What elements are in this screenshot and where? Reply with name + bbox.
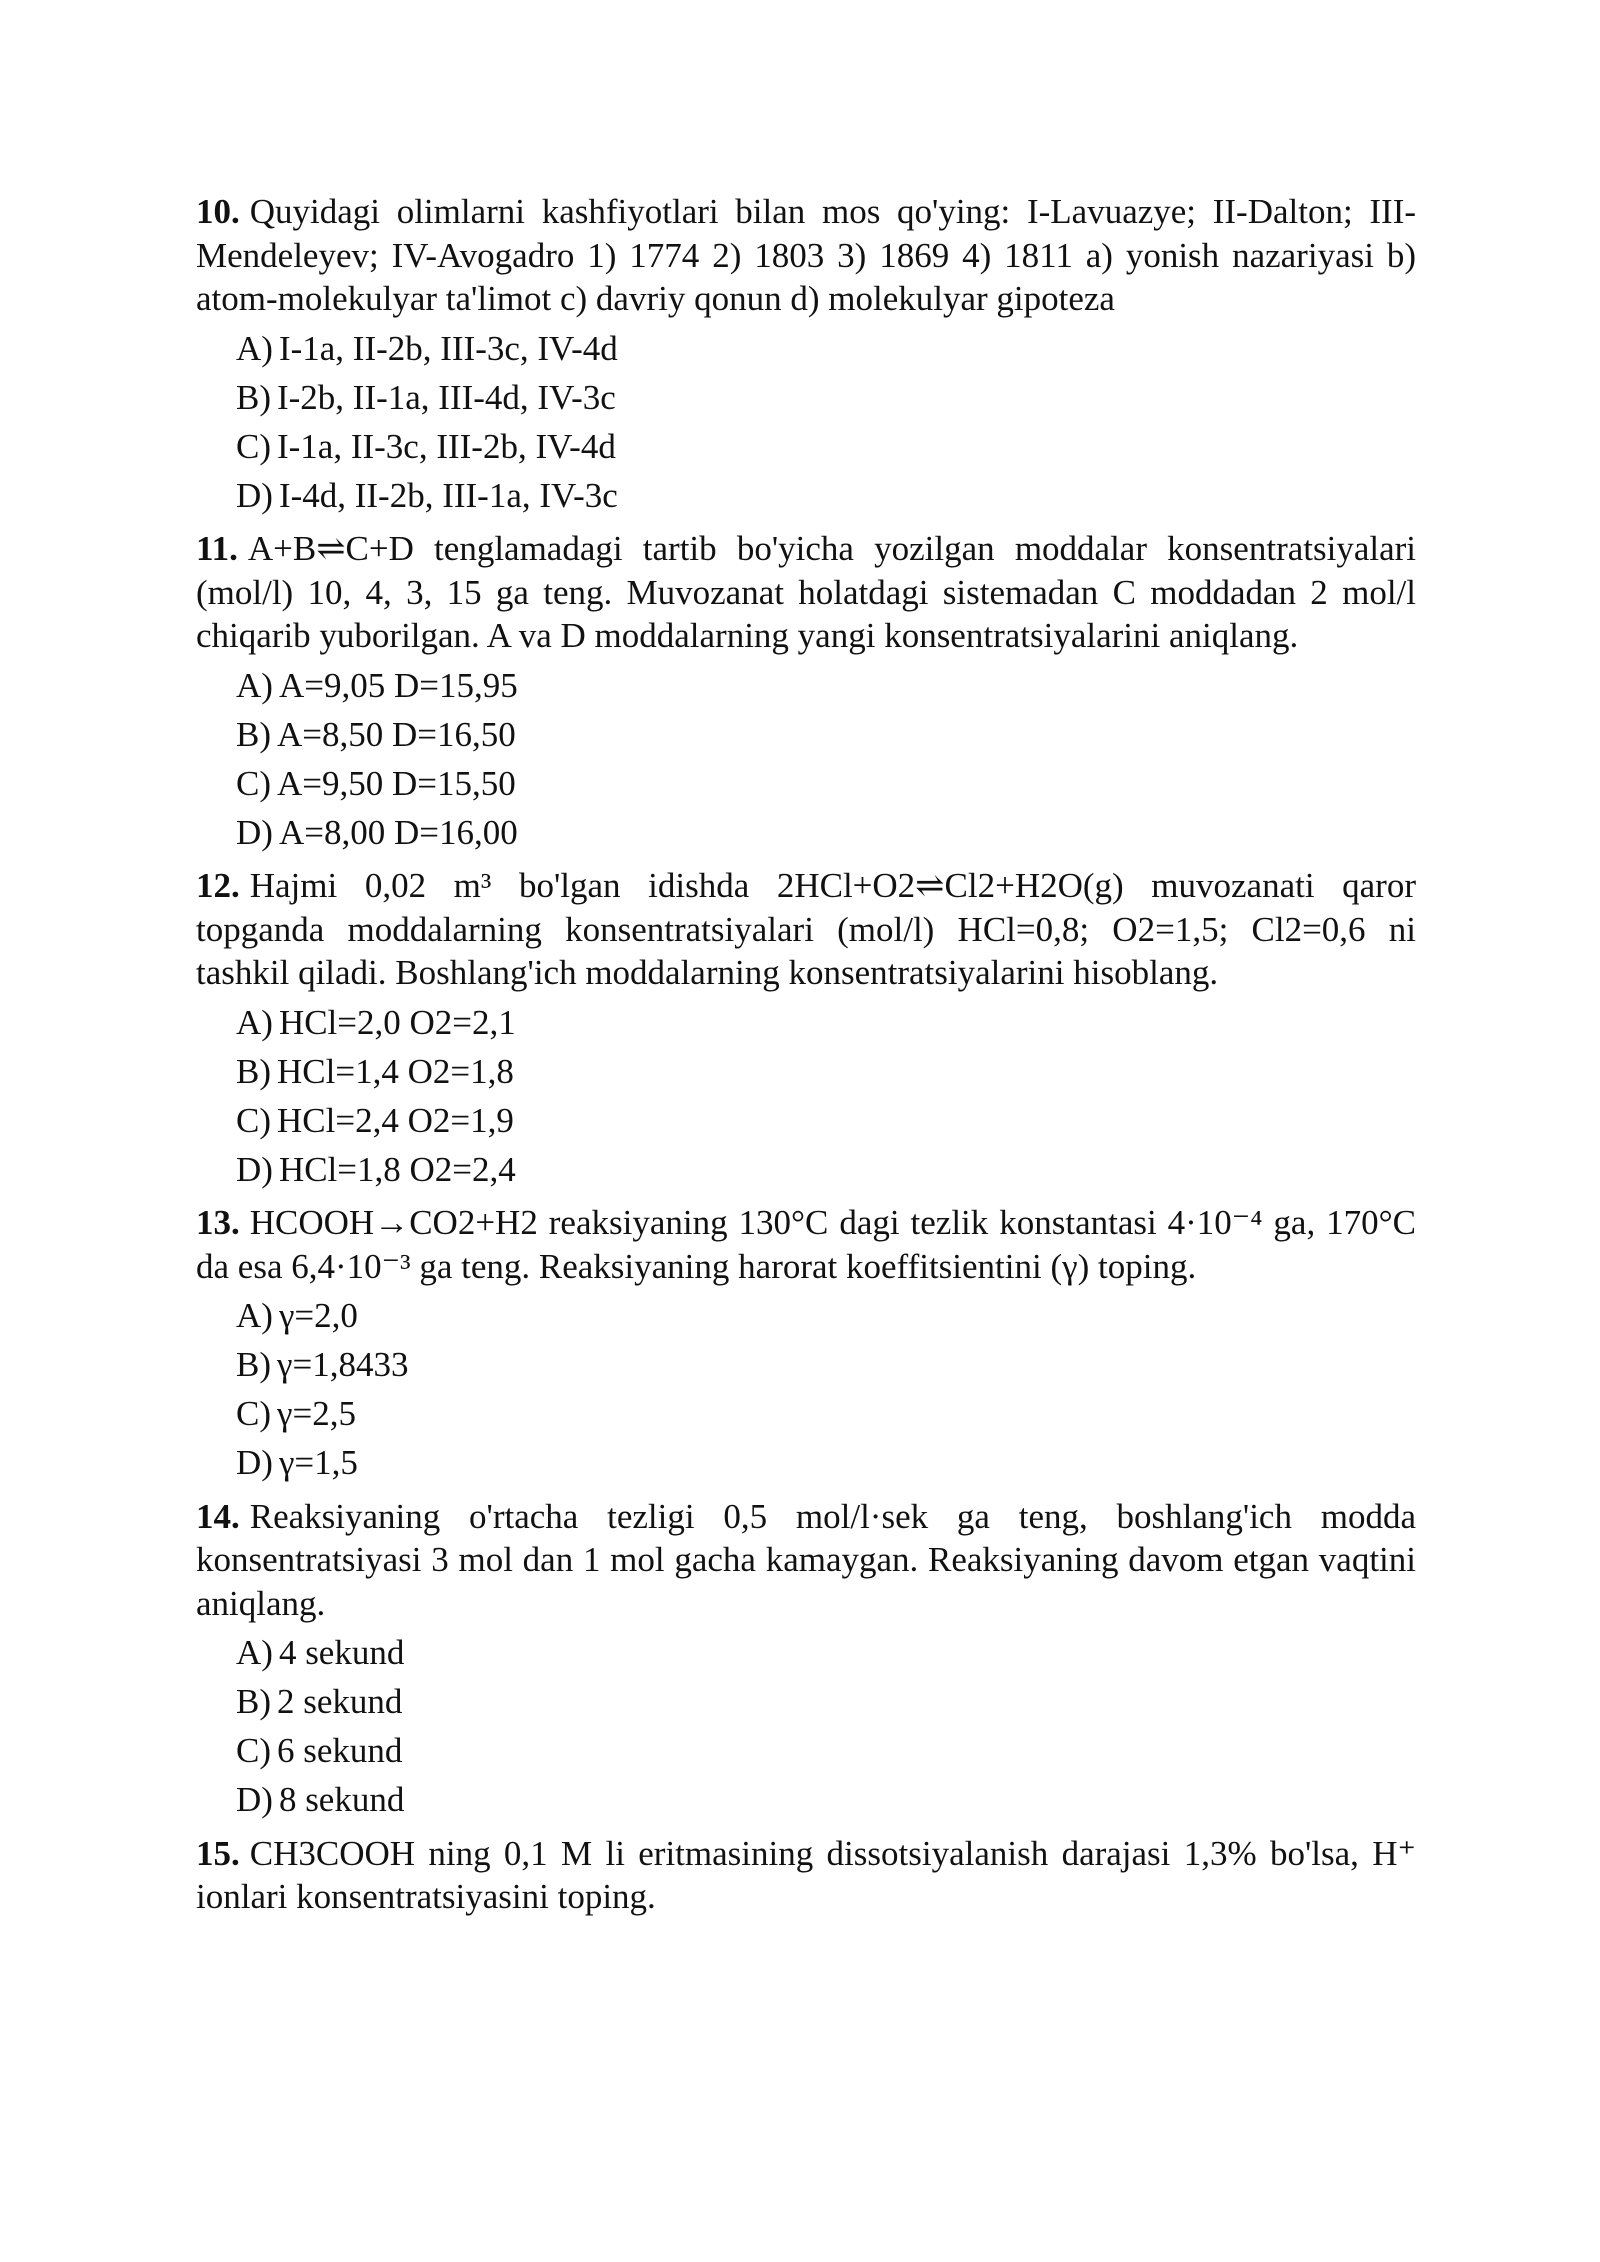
question-15 (196, 1832, 1416, 1919)
question-11 (196, 527, 1416, 854)
question-stem (196, 527, 1416, 658)
option-d[interactable] (236, 1778, 1416, 1822)
question-number: 14. (196, 1496, 240, 1536)
option-letter: D) (236, 475, 273, 515)
option-letter: A) (236, 1633, 273, 1672)
option-text: A=8,50 D=16,50 (277, 714, 516, 754)
option-letter: B) (236, 1051, 271, 1091)
option-a[interactable] (236, 1631, 1416, 1675)
question-text: A+B⇌C+D tenglamadagi tartib bo'yicha yozilgan moddalar konsentratsiyalari (mol/l) 10, 4, 3, 15 ga teng. Muvozanat holatdagi sistemadan C moddadan 2 mol/l chiqarib yuborilgan. A va D moddalarning yangi konsentratsiyalarini aniqlang. (196, 529, 1416, 655)
question-stem (196, 190, 1416, 321)
option-b[interactable] (236, 376, 1416, 420)
option-c[interactable] (236, 1392, 1416, 1436)
question-number: 11. (196, 529, 238, 568)
option-text: HCl=1,4 O2=1,8 (277, 1051, 514, 1091)
option-a[interactable] (236, 664, 1416, 708)
option-text: A=8,00 D=16,00 (278, 812, 518, 852)
option-d[interactable] (236, 1441, 1416, 1485)
option-text: 4 sekund (278, 1633, 405, 1672)
option-c[interactable] (236, 425, 1416, 469)
option-text: γ=1,5 (278, 1443, 358, 1482)
option-text: I-1a, II-3c, III-2b, IV-4d (277, 426, 616, 466)
option-text: γ=2,0 (278, 1296, 358, 1335)
option-text: I-2b, II-1a, III-4d, IV-3c (277, 377, 616, 417)
option-letter: C) (236, 426, 271, 466)
question-number: 10. (196, 192, 240, 231)
option-letter: D) (236, 1780, 273, 1819)
option-a[interactable] (236, 1294, 1416, 1338)
option-c[interactable] (236, 1729, 1416, 1773)
option-text: γ=1,8433 (277, 1345, 409, 1384)
option-d[interactable] (236, 474, 1416, 518)
question-text: CH3COOH ning 0,1 M li eritmasining dissotsiyalanish darajasi 1,3% bo'lsa, H⁺ ionlari konsentratsiyasini toping. (196, 1833, 1416, 1916)
option-letter: D) (236, 812, 273, 852)
option-text: HCl=2,0 O2=2,1 (278, 1002, 516, 1042)
option-text: A=9,05 D=15,95 (278, 665, 518, 705)
option-letter: C) (236, 763, 271, 803)
option-letter: A) (236, 1296, 273, 1335)
option-text: I-4d, II-2b, III-1a, IV-3c (278, 475, 618, 515)
option-letter: B) (236, 1682, 271, 1721)
option-letter: C) (236, 1100, 271, 1140)
option-letter: A) (236, 665, 273, 705)
option-letter: C) (236, 1731, 271, 1770)
option-c[interactable] (236, 1099, 1416, 1143)
question-10 (196, 190, 1416, 517)
option-d[interactable] (236, 1148, 1416, 1192)
question-number: 12. (196, 866, 240, 905)
option-text: 6 sekund (277, 1731, 403, 1770)
option-text: γ=2,5 (277, 1394, 356, 1433)
option-b[interactable] (236, 1050, 1416, 1094)
option-text: HCl=1,8 O2=2,4 (278, 1149, 516, 1189)
question-number: 15. (196, 1833, 240, 1873)
option-b[interactable] (236, 1680, 1416, 1724)
option-text: 2 sekund (277, 1682, 403, 1721)
question-13 (196, 1201, 1416, 1485)
option-b[interactable] (236, 1343, 1416, 1387)
question-stem (196, 864, 1416, 995)
question-12 (196, 864, 1416, 1191)
question-stem (196, 1832, 1416, 1919)
question-text: Hajmi 0,02 m³ bo'lgan idishda 2HCl+O2⇌Cl2+H2O(g) muvozanati qaror topganda moddalarning konsentratsiyalari (mol/l) HCl=0,8; O2=1,5; Cl2=0,6 ni tashkil qiladi. Boshlang'ich moddalarning konsentratsiyalarini hisoblang. (196, 866, 1416, 992)
document-page (196, 190, 1416, 1929)
option-letter: A) (236, 1002, 273, 1042)
option-letter: D) (236, 1149, 273, 1189)
option-letter: B) (236, 377, 271, 417)
option-b[interactable] (236, 713, 1416, 757)
question-stem (196, 1201, 1416, 1288)
option-a[interactable] (236, 327, 1416, 371)
option-text: HCl=2,4 O2=1,9 (277, 1100, 514, 1140)
option-letter: C) (236, 1394, 271, 1433)
option-text: 8 sekund (278, 1780, 405, 1819)
question-text: Reaksiyaning o'rtacha tezligi 0,5 mol/l·sek ga teng, boshlang'ich modda konsentratsiyasi 3 mol dan 1 mol gacha kamaygan. Reaksiyaning davom etgan vaqtini aniqlang. (196, 1496, 1416, 1623)
option-c[interactable] (236, 762, 1416, 806)
question-14 (196, 1495, 1416, 1822)
option-letter: A) (236, 328, 273, 368)
option-letter: B) (236, 714, 271, 754)
question-text: HCOOH→CO2+H2 reaksiyaning 130°C dagi tezlik konstantasi 4·10⁻⁴ ga, 170°C da esa 6,4·10⁻³ ga teng. Reaksiyaning harorat koeffitsientini (γ) toping. (196, 1203, 1416, 1286)
question-stem (196, 1495, 1416, 1626)
option-a[interactable] (236, 1001, 1416, 1045)
option-letter: D) (236, 1443, 273, 1482)
question-text: Quyidagi olimlarni kashfiyotlari bilan mos qo'ying: I-Lavuazye; II-Dalton; III-Mendeleyev; IV-Avogadro 1) 1774 2) 1803 3) 1869 4) 1811 a) yonish nazariyasi b) atom-molekulyar ta'limot c) davriy qonun d) molekulyar gipoteza (196, 192, 1416, 318)
option-text: A=9,50 D=15,50 (277, 763, 516, 803)
option-d[interactable] (236, 811, 1416, 855)
option-letter: B) (236, 1345, 271, 1384)
question-number: 13. (196, 1203, 240, 1242)
option-text: I-1a, II-2b, III-3c, IV-4d (278, 328, 618, 368)
